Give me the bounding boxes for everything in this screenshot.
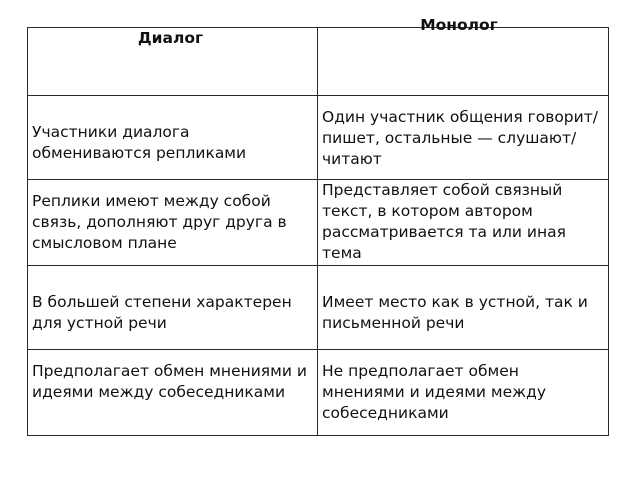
header-cell-monolog <box>318 16 609 96</box>
header-label-monolog: Монолог <box>420 16 498 34</box>
comparison-table <box>27 16 609 436</box>
header-cell-dialog <box>28 28 318 96</box>
table-row <box>28 180 609 266</box>
header-label-dialog: Диалог <box>137 29 204 47</box>
table-cell: Предполагает обмен мнениями и идеями между собеседниками <box>28 350 318 436</box>
table-header-row <box>28 28 609 96</box>
table-row <box>28 266 609 350</box>
table-cell: Реплики имеют между собой связь, дополняют друг друга в смысловом плане <box>28 180 318 266</box>
table-cell: В большей степени характерен для устной речи <box>28 266 318 350</box>
table-cell: Не предполагает обмен мнениями и идеями между собеседниками <box>318 350 609 436</box>
table-cell: Один участник общения говорит/пишет, остальные — слушают/читают <box>318 96 609 180</box>
table-cell: Участники диалога обмениваются репликами <box>28 96 318 180</box>
table-cell: Имеет место как в устной, так и письменной речи <box>318 266 609 350</box>
table-row <box>28 96 609 180</box>
table-row <box>28 350 609 436</box>
table-cell: Представляет собой связный текст, в котором автором рассматривается та или иная тема <box>318 180 609 266</box>
